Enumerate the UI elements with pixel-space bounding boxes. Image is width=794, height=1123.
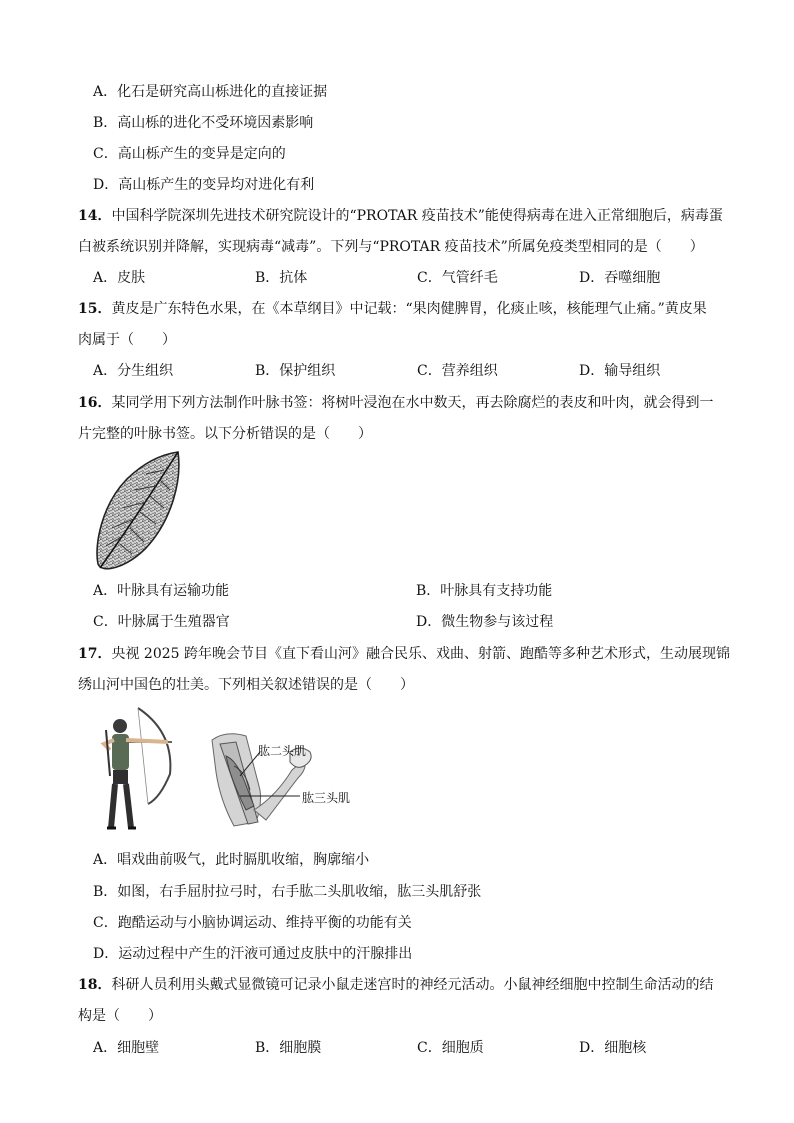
q17-text-line1: 央视 2025 跨年晚会节目《直下看山河》融合民乐、戏曲、射箭、跑酷等多种艺术形式，生动展现锦 (111, 646, 731, 662)
q14-option-a: A．皮肤 (93, 270, 146, 286)
q18-text-line1: 科研人员利用头戴式显微镜可记录小鼠走迷宫时的神经元活动。小鼠神经细胞中控制生命活动的结 (111, 977, 714, 993)
q13-option-b: B．高山栎的进化不受环境因素影响 (93, 115, 314, 131)
q14-number: 14． (78, 208, 112, 224)
q16-number: 16． (78, 395, 112, 411)
q17-number: 17． (78, 646, 112, 662)
q13-option-c: C．高山栎产生的变异是定向的 (93, 146, 286, 162)
q16-option-d: D．微生物参与该过程 (416, 614, 554, 630)
q15-number: 15． (78, 301, 112, 317)
q13-option-d: D．高山栎产生的变异均对进化有利 (93, 177, 315, 193)
q15-stem-line2: 肉属于（ ） (78, 332, 176, 348)
q14-stem-line2: 白被系统识别并降解，实现病毒“减毒”。下列与“PROTAR 疫苗技术”所属免疫类型相同的是（ ） (78, 239, 704, 255)
q14-stem-line1 (78, 206, 723, 226)
q18-stem-line2: 构是（ ） (78, 1008, 162, 1024)
q16-stem-line2: 片完整的叶脉书签。以下分析错误的是（ ） (78, 426, 372, 442)
q14-option-d: D．吞噬细胞 (579, 270, 661, 286)
q16-option-a: A．叶脉具有运输功能 (93, 583, 230, 599)
q18-stem-line1 (78, 975, 713, 995)
q15-text-line1: 黄皮是广东特色水果，在《本草纲目》中记载：“果肉健脾胃，化痰止咳，核能理气止痛。”黄皮果 (111, 301, 707, 317)
q14-option-c: C．气管纤毛 (417, 270, 498, 286)
q18-option-b: B．细胞膜 (255, 1040, 322, 1056)
q16-text-line1: 某同学用下列方法制作叶脉书签：将树叶浸泡在水中数天，再去除腐烂的表皮和叶肉，就会得到一 (111, 395, 714, 411)
q14-text-line1: 中国科学院深圳先进技术研究院设计的“PROTAR 疫苗技术”能使得病毒在进入正常细胞后，病毒蛋 (111, 208, 723, 224)
q16-option-b: B．叶脉具有支持功能 (416, 583, 553, 599)
triceps-label: 肱三头肌 (302, 791, 351, 805)
leaf-vein-image (94, 450, 184, 575)
q17-option-d: D．运动过程中产生的汗液可通过皮肤中的汗腺排出 (93, 946, 413, 962)
archer-figure (98, 704, 180, 834)
q18-option-d: D．细胞核 (579, 1040, 647, 1056)
q18-option-c: C．细胞质 (417, 1040, 484, 1056)
q15-option-b: B．保护组织 (255, 363, 336, 379)
q17-stem-line1 (78, 644, 730, 664)
q15-option-c: C．营养组织 (417, 363, 498, 379)
q14-option-b: B．抗体 (255, 270, 308, 286)
q17-stem-line2: 绣山河中国色的壮美。下列相关叙述错误的是（ ） (78, 677, 414, 693)
q18-option-a: A．细胞壁 (93, 1040, 160, 1056)
q17-option-a: A．唱戏曲前吸气，此时膈肌收缩，胸廓缩小 (93, 852, 370, 868)
q17-option-c: C．跑酷运动与小脑协调运动、维持平衡的功能有关 (93, 915, 412, 931)
q15-stem-line1 (78, 299, 707, 319)
q18-number: 18． (78, 977, 112, 993)
q16-stem-line1 (78, 393, 713, 413)
q15-option-a: A．分生组织 (93, 363, 174, 379)
q13-option-a: A．化石是研究高山栎进化的直接证据 (93, 84, 328, 100)
q16-option-c: C．叶脉属于生殖器官 (93, 614, 230, 630)
q17-option-b: B．如图，右手屈肘拉弓时，右手肱二头肌收缩，肱三头肌舒张 (93, 884, 482, 900)
biceps-label: 肱二头肌 (258, 744, 307, 758)
q15-option-d: D．输导组织 (579, 363, 661, 379)
